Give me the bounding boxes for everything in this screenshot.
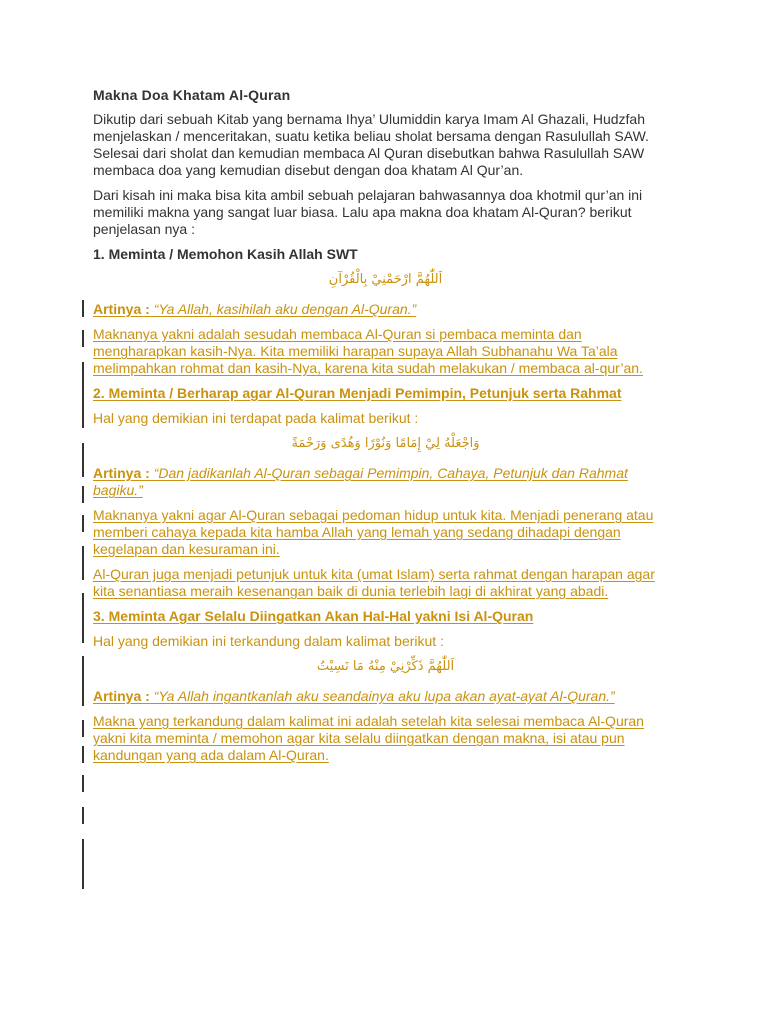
margin-bar <box>82 300 84 317</box>
artinya-text: “Dan jadikanlah Al-Quran sebagai Pemimpin, Cahaya, Petunjuk dan Rahmat bagiku.” <box>93 465 628 498</box>
section-heading: 1. Meminta / Memohon Kasih Allah SWT <box>93 246 358 262</box>
article <box>93 87 678 772</box>
section-heading: 3. Meminta Agar Selalu Diingatkan Akan Hal-Hal yakni Isi Al-Quran <box>93 608 534 624</box>
arabic-prayer: وَاجْعَلْهُ لِيْ إِمَامًا وَنُوْرًا وَهُدًى وَرَحْمَةً <box>291 436 480 451</box>
margin-bar <box>82 720 84 737</box>
margin-bar <box>82 486 84 503</box>
artinya-line <box>93 465 678 499</box>
margin-bar <box>82 443 84 477</box>
intro-paragraph: Dikutip dari sebuah Kitab yang bernama Ihya’ Ulumiddin karya Imam Al Ghazali, Hudzfah menjelaskan / menceritakan, suatu ketika beliau sholat bersama dengan Rasulullah SAW. Selesai dari sholat dan kemudian membaca Al Quran disebutkan bahwa Rasulullah SAW membaca doa yang kemudian disebut dengan doa khatam Al Qur’an. <box>93 111 649 178</box>
section-paragraph: Maknanya yakni agar Al-Quran sebagai pedoman hidup untuk kita. Menjadi penerang atau memberi cahaya kepada kita hamba Allah yang lemah yang sedang dihadapi dengan kegelapan dan kesuraman ini. <box>93 507 654 557</box>
section-intro-line: Hal yang demikian ini terkandung dalam kalimat berikut : <box>93 633 444 649</box>
section-paragraph: Maknanya yakni adalah sesudah membaca Al-Quran si pembaca meminta dan mengharapkan kasih-Nya. Kita memiliki harapan supaya Allah Subhanahu Wa Ta’ala melimpahkan rohmat dan kasih-Nya, karena kita sudah melakukan / membaca al-qur’an. <box>93 326 643 376</box>
artinya-label: Artinya : <box>93 688 150 704</box>
section-paragraph: Makna yang terkandung dalam kalimat ini adalah setelah kita selesai membaca Al-Quran yakni kita meminta / memohon agar kita selalu diingatkan dengan makna, isi atau pun kandungan yang ada dalam Al-Quran. <box>93 713 644 763</box>
artinya-text: “Ya Allah, kasihilah aku dengan Al-Quran.” <box>153 301 417 317</box>
margin-bar <box>82 546 84 580</box>
artinya-line <box>93 301 678 318</box>
section-heading: 2. Meminta / Berharap agar Al-Quran Menjadi Pemimpin, Petunjuk serta Rahmat <box>93 385 622 401</box>
margin-bar <box>82 330 84 347</box>
arabic-prayer: اَللّٰهُمَّ ارْحَمْنِيْ بِالْقُرْآنِ <box>328 272 443 287</box>
intro-paragraph: Dari kisah ini maka bisa kita ambil sebuah pelajaran bahwasannya doa khotmil qur’an ini memiliki makna yang sangat luar biasa. Lalu apa makna doa khatam Al-Quran? berikut penjelasan nya : <box>93 187 643 237</box>
artinya-label: Artinya : <box>93 301 150 317</box>
margin-bar <box>82 593 84 643</box>
margin-bar <box>82 746 84 763</box>
arabic-prayer: اَللّٰهُمَّ ذَكِّرْنِيْ مِنْهُ مَا نَسِيْتُ <box>316 659 455 674</box>
section-intro-line: Hal yang demikian ini terdapat pada kalimat berikut : <box>93 410 419 426</box>
margin-bar <box>82 807 84 824</box>
margin-bar <box>82 362 84 428</box>
margin-bar <box>82 656 84 706</box>
section-paragraph: Al-Quran juga menjadi petunjuk untuk kita (umat Islam) serta rahmat dengan harapan agar kita senantiasa meraih kesenangan baik di dunia terlebih lagi di akhirat yang abadi. <box>93 566 655 599</box>
margin-bar <box>82 839 84 889</box>
margin-bar <box>82 515 84 532</box>
margin-bar <box>82 775 84 792</box>
page-title: Makna Doa Khatam Al-Quran <box>93 87 291 103</box>
artinya-label: Artinya : <box>93 465 150 481</box>
artinya-text: “Ya Allah ingantkanlah aku seandainya aku lupa akan ayat-ayat Al-Quran.” <box>153 688 615 704</box>
artinya-line <box>93 688 678 705</box>
